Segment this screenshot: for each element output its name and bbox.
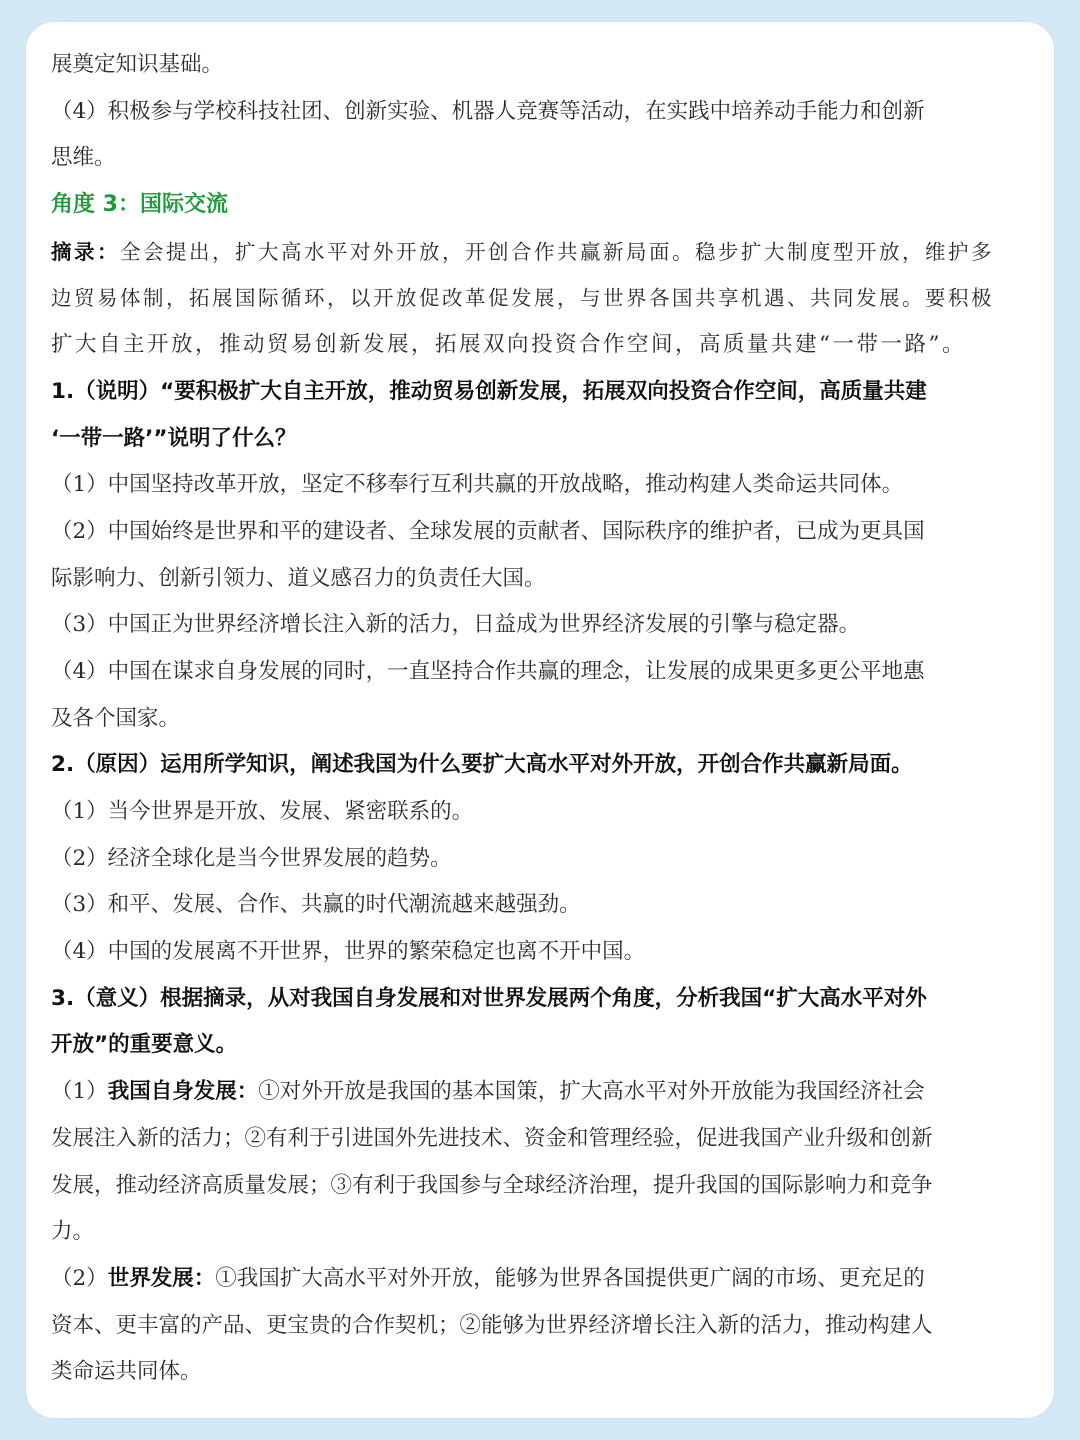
answer-line [51, 1069, 1013, 1116]
excerpt-line: 扩大自主开放，推动贸易创新发展，拓展双向投资合作空间，高质量共建“一带一路”。 [51, 332, 966, 358]
answer-line: （4）中国的发展离不开世界，世界的繁荣稳定也离不开中国。 [51, 939, 646, 965]
answer-line: （1）当今世界是开放、发展、紧密联系的。 [51, 799, 474, 824]
answer-text: ①我国扩大高水平对外开放，能够为世界各国提供更广阔的市场、更充足的 [215, 1265, 925, 1291]
answer-label: 我国自身发展： [107, 1079, 259, 1105]
answer-line: （3）和平、发展、合作、共赢的时代潮流越来越强劲。 [51, 892, 581, 918]
answer-line: 资本、更丰富的产品、更宝贵的合作契机；②能够为世界经济增长注入新的活力，推动构建人 [51, 1312, 933, 1338]
answer-line: （2）中国始终是世界和平的建设者、全球发展的贡献者、国际秩序的维护者，已成为更具国 [51, 518, 925, 544]
text-line: 展奠定知识基础。 [51, 52, 224, 77]
text-line: （4）积极参与学校科技社团、创新实验、机器人竞赛等活动，在实践中培养动手能力和创新 [51, 98, 925, 124]
question-3: 3.（意义）根据摘录，从对我国自身发展和对世界发展两个角度，分析我国“扩大高水平对外 [51, 985, 927, 1011]
answer-prefix: （1） [51, 1079, 108, 1105]
excerpt-line: 边贸易体制，拓展国际循环，以开放促改革促发展，与世界各国共享机遇、共同发展。要积极 [51, 286, 994, 311]
question-1-continued: ‘一带一路’”说明了什么？ [51, 425, 297, 451]
answer-line: （3）中国正为世界经济增长注入新的活力，日益成为世界经济发展的引擎与稳定器。 [51, 612, 861, 638]
answer-line: （1）中国坚持改革开放，坚定不移奉行互利共赢的开放战略，推动构建人类命运共同体。 [51, 472, 904, 498]
excerpt-line [51, 229, 1013, 276]
answer-text: ①对外开放是我国的基本国策，扩大高水平对外开放能为我国经济社会 [258, 1079, 925, 1105]
question-1: 1.（说明）“要积极扩大自主开放，推动贸易创新发展，拓展双向投资合作空间，高质量共建 [51, 378, 927, 404]
answer-line: 力。 [51, 1219, 95, 1245]
answer-line: （2）经济全球化是当今世界发展的趋势。 [51, 845, 452, 871]
text-line: 思维。 [51, 145, 116, 171]
answer-line: 类命运共同体。 [51, 1359, 202, 1385]
answer-line: 发展注入新的活力；②有利于引进国外先进技术、资金和管理经验，促进我国产业升级和创新 [51, 1125, 933, 1151]
answer-prefix: （2） [51, 1265, 108, 1291]
answer-line: 发展，推动经济高质量发展；③有利于我国参与全球经济治理，提升我国的国际影响力和竞争 [51, 1172, 933, 1198]
note-card [26, 22, 1054, 1418]
section-heading: 角度 3：国际交流 [51, 192, 228, 218]
question-3-continued: 开放”的重要意义。 [51, 1032, 238, 1058]
answer-label: 世界发展： [107, 1265, 216, 1291]
answer-line: 及各个国家。 [51, 705, 181, 731]
document-body [51, 42, 1013, 1396]
excerpt-text: 全会提出，扩大高水平对外开放，开创合作共赢新局面。稳步扩大制度型开放，维护多 [120, 239, 994, 264]
question-2: 2.（原因）运用所学知识，阐述我国为什么要扩大高水平对外开放，开创合作共赢新局面。 [51, 752, 913, 778]
answer-line: 际影响力、创新引领力、道义感召力的负责任大国。 [51, 565, 546, 591]
answer-line [51, 1256, 1013, 1303]
answer-line: （4）中国在谋求自身发展的同时，一直坚持合作共赢的理念，让发展的成果更多更公平地惠 [51, 658, 925, 684]
excerpt-label: 摘录： [51, 239, 120, 264]
